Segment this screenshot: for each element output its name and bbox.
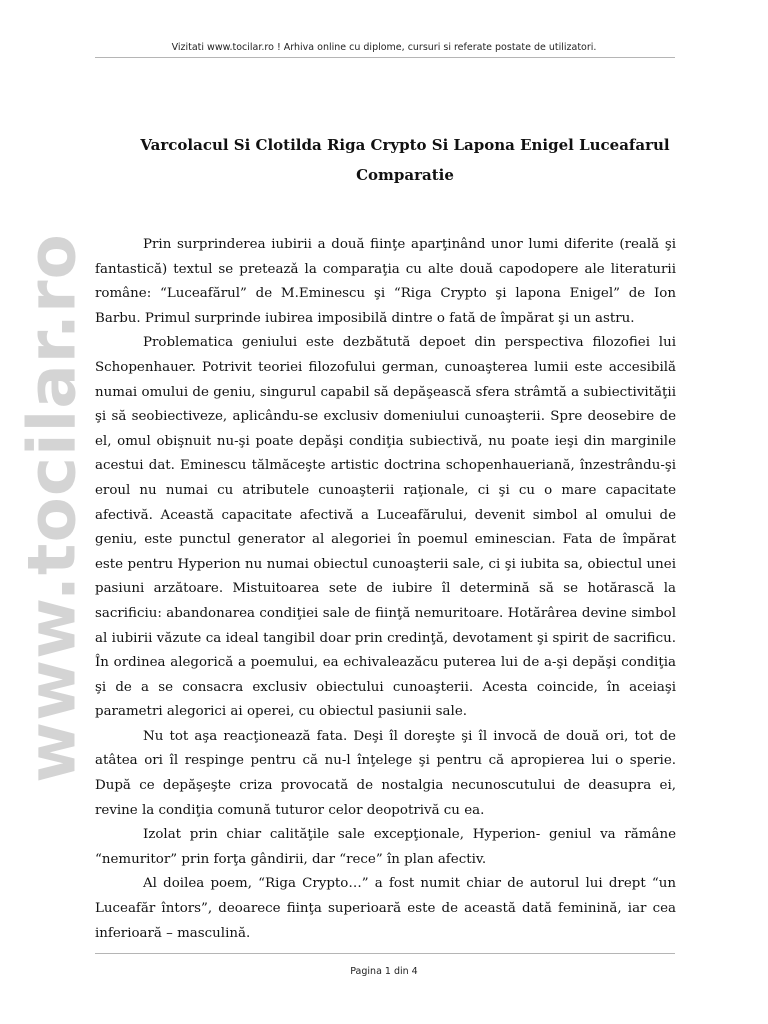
paragraph: Problematica geniului este dezbătută depoet din perspectiva filozofiei lui Schopenhauer. Potrivit teoriei filozofului german, cunoaşterea lumii este accesibilă numai omului de geniu, singurul capabil să depăşească sfera strâmtă a subiectivităţii şi să seobiectiveze, aplicându-se exclusiv domeniului cunoaşterii. Spre deosebire de el, omul obişnuit nu-şi poate depăşi condiţia subiectivă, nu poate ieşi din marginile acestui dat. Eminescu tălmăceşte artistic doctrina schopenhaueriană, înzestrându-şi eroul nu numai cu atributele cunoaşterii raţionale, ci şi cu o mare capacitate afectivă. Această capacitate afectivă a Luceafărului, devenit simbol al omului de geniu, este punctul generator al alegoriei în poemul eminescian. Fata de împărat este pentru Hyperion nu numai obiectul cunoaşterii sale, ci şi iubita sa, obiectul unei pasiuni arzătoare. Mistuitoarea sete de iubire îl determină să se hotărască la sacrificiu: abandonarea condiţiei sale de fiinţă nemuritoare. Hotărârea devine simbol al iubirii văzute ca ideal tangibil doar prin credinţă, devotament şi spirit de sacrificu. În ordinea alegorică a poemului, ea echivaleazăcu puterea lui de a-şi depăşi condiţia şi de a se consacra exclusiv obiectului cunoaşterii. Acesta coincide, în aceiaşi parametri alegorici ai operei, cu obiectul pasiunii sale. bbox=[95, 335, 676, 720]
paragraph: Nu tot aşa reacţionează fata. Deşi îl doreşte şi îl invocă de două ori, tot de atâtea ori îl respinge pentru că nu-l înţelege şi pentru că apropierea lui o sperie. După ce depăşeşte criza provocată de nostalgia necunoscutului de deasupra ei, revine la condiţia comună tuturor celor deopotrivă cu ea. bbox=[95, 728, 676, 818]
title-line-2: Comparatie bbox=[356, 166, 454, 184]
header-divider bbox=[95, 57, 675, 58]
title-line-1: Varcolacul Si Clotilda Riga Crypto Si Lapona Enigel Luceafarul bbox=[140, 136, 670, 154]
page-number: Pagina 1 din 4 bbox=[350, 966, 418, 977]
watermark: www.tocilar.ro bbox=[13, 233, 91, 783]
footer-divider bbox=[95, 953, 675, 954]
header-note: Vizitati www.tocilar.ro ! Arhiva online cu diplome, cursuri si referate postate de utilizatori. bbox=[171, 42, 597, 53]
paragraph: Izolat prin chiar calităţile sale excepţionale, Hyperion- geniul va rămâne “nemuritor” prin forţa gândirii, dar “rece” în plan afectiv. bbox=[95, 827, 676, 867]
paragraph: Prin surprinderea iubirii a două fiinţe aparţinând unor lumi diferite (reală şi fantastică) textul se preteazǎ la comparaţia cu alte două capodopere ale literaturii române: “Luceafărul” de M.Eminescu şi “Riga Crypto şi lapona Enigel” de Ion Barbu. Primul surprinde iubirea imposibilă dintre o fată de împărat şi un astru. bbox=[95, 237, 676, 326]
document-body bbox=[95, 233, 676, 946]
paragraph: Al doilea poem, “Riga Crypto…” a fost numit chiar de autorul lui drept “un Luceafăr întors”, deoarece fiinţa superioară este de această dată feminină, iar cea inferioară – masculină. bbox=[95, 876, 676, 941]
document-title bbox=[95, 130, 715, 190]
